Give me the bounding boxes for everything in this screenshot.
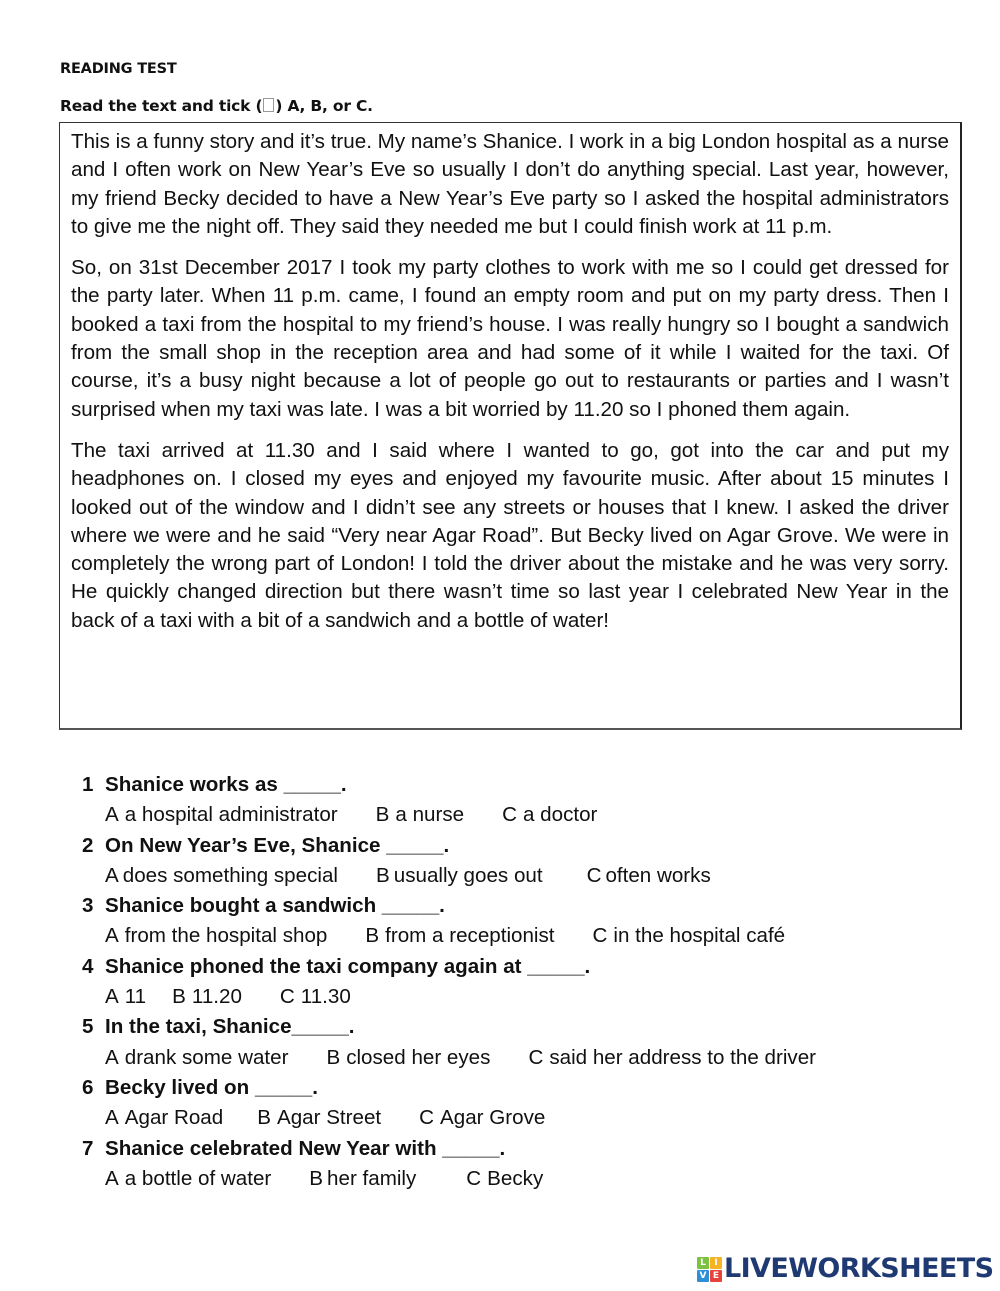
option-letter: A	[105, 1045, 119, 1069]
option-a[interactable]	[105, 800, 338, 830]
option-letter: A	[105, 803, 119, 827]
option-a[interactable]	[105, 982, 146, 1012]
question-stem	[82, 831, 854, 861]
option-b[interactable]	[309, 1164, 416, 1194]
question-5	[82, 1012, 854, 1073]
questions-list	[82, 770, 854, 1194]
question-number: 3	[82, 894, 94, 918]
option-c[interactable]	[587, 861, 711, 891]
question-number: 5	[82, 1015, 94, 1039]
question-text: Becky lived on _____.	[105, 1075, 318, 1099]
option-c[interactable]	[528, 1043, 816, 1073]
question-text: In the taxi, Shanice_____.	[105, 1015, 355, 1039]
option-text: Agar Street	[276, 1106, 382, 1130]
option-a[interactable]	[105, 921, 327, 951]
option-letter: B	[172, 985, 186, 1009]
option-text: from a receptionist	[385, 924, 555, 948]
question-options	[82, 861, 854, 891]
question-stem	[82, 1012, 854, 1042]
question-3	[82, 891, 854, 952]
page-title: READING TEST	[60, 61, 177, 77]
option-letter: C	[528, 1045, 544, 1069]
story-paragraph-2: So, on 31st December 2017 I took my party clothes to work with me so I could get dressed for the party later. When 11 p.m. came, I found an empty room and put on my party dress. Then I booked a taxi from the hospital to my friend’s house. I was really hungry so I bought a sandwich from the small shop in the reception area and had some of it while I waited for the taxi. Of course, it’s a busy night because a lot of people go out to restaurants or parties and I wasn’t surprised when my taxi was late. I was a bit worried by 11.20 so I phoned them again.	[71, 256, 949, 421]
option-b[interactable]	[326, 1043, 490, 1073]
tick-box-icon	[263, 98, 274, 112]
question-text: Shanice phoned the taxi company again at _____.	[105, 954, 591, 978]
question-number: 2	[82, 833, 94, 857]
option-text: drank some water	[124, 1045, 289, 1069]
option-b[interactable]	[172, 982, 242, 1012]
question-7	[82, 1134, 854, 1195]
question-2	[82, 831, 854, 892]
option-c[interactable]	[280, 982, 351, 1012]
logo-cell-l: L	[697, 1257, 709, 1269]
option-letter: B	[365, 924, 380, 948]
option-letter: C	[502, 803, 517, 827]
question-stem	[82, 1073, 854, 1103]
option-text: 11.20	[191, 985, 242, 1009]
question-options	[82, 982, 854, 1012]
question-number: 4	[82, 954, 94, 978]
logo-icon	[697, 1257, 722, 1282]
question-text: On New Year’s Eve, Shanice _____.	[105, 833, 450, 857]
option-c[interactable]	[593, 921, 786, 951]
option-letter: A	[105, 863, 119, 887]
option-c[interactable]	[502, 800, 597, 830]
option-b[interactable]	[257, 1103, 381, 1133]
question-stem	[82, 952, 854, 982]
option-letter: B	[375, 803, 390, 827]
option-letter: B	[257, 1106, 271, 1130]
question-1	[82, 770, 854, 831]
story-text-box	[59, 122, 962, 730]
question-options	[82, 921, 854, 951]
option-text: often works	[605, 863, 711, 887]
question-options	[82, 1164, 854, 1194]
option-text: a bottle of water	[124, 1166, 272, 1190]
question-text: Shanice bought a sandwich _____.	[105, 894, 445, 918]
instructions-text-end: ) A, B, or C.	[275, 97, 373, 115]
option-letter: C	[279, 985, 295, 1009]
option-b[interactable]	[365, 921, 554, 951]
option-letter: A	[105, 1106, 119, 1130]
question-options	[82, 1043, 854, 1073]
question-stem	[82, 1134, 854, 1164]
option-text: a hospital administrator	[124, 803, 338, 827]
option-text: 11	[124, 985, 147, 1009]
logo-cell-i: I	[710, 1257, 722, 1269]
instructions-text-start: Read the text and tick (	[60, 97, 263, 115]
option-text: her family	[327, 1166, 417, 1190]
logo-cell-v: V	[697, 1270, 709, 1282]
instructions	[60, 97, 373, 115]
option-a[interactable]	[105, 1103, 223, 1133]
question-stem	[82, 891, 854, 921]
option-letter: A	[105, 1166, 119, 1190]
option-text: in the hospital café	[613, 924, 786, 948]
option-a[interactable]	[105, 861, 338, 891]
option-letter: C	[466, 1166, 482, 1190]
question-options	[82, 1103, 854, 1133]
question-text: Shanice celebrated New Year with _____.	[105, 1136, 506, 1160]
question-text: Shanice works as _____.	[105, 773, 347, 796]
option-letter: C	[592, 924, 608, 948]
option-c[interactable]	[419, 1103, 545, 1133]
option-text: a doctor	[522, 803, 598, 827]
option-letter: A	[105, 985, 119, 1009]
option-text: closed her eyes	[346, 1045, 491, 1069]
question-number: 7	[82, 1136, 94, 1160]
option-a[interactable]	[105, 1164, 271, 1194]
option-letter: B	[326, 1045, 341, 1069]
question-6	[82, 1073, 854, 1134]
option-text: a nurse	[395, 803, 465, 827]
liveworksheets-logo	[697, 1255, 993, 1283]
story-paragraph-3: The taxi arrived at 11.30 and I said where I wanted to go, got into the car and put my headphones on. I closed my eyes and enjoyed my favourite music. After about 15 minutes I looked out of the window and I didn’t see any streets or houses that I knew. I asked the driver where we were and he said “Very near Agar Road”. But Becky lived on Agar Grove. We were in completely the wrong part of London! I told the driver about the mistake and he was very sorry. He quickly changed direction but there wasn’t time so last year I celebrated New Year in the back of a taxi with a bit of a sandwich and a bottle of water!	[71, 438, 949, 632]
option-text: usually goes out	[393, 863, 543, 887]
option-letter: A	[105, 924, 119, 948]
option-a[interactable]	[105, 1043, 288, 1073]
question-options	[82, 800, 854, 830]
option-text: Becky	[487, 1166, 544, 1190]
option-c[interactable]	[466, 1164, 543, 1194]
option-b[interactable]	[376, 800, 464, 830]
option-text: said her address to the driver	[549, 1045, 817, 1069]
question-stem	[82, 770, 854, 800]
option-letter: C	[419, 1106, 435, 1130]
question-number: 6	[82, 1075, 94, 1099]
story-paragraph-1: This is a funny story and it’s true. My name’s Shanice. I work in a big London hospital as a nurse and I often work on New Year’s Eve so usually I don’t do anything special. Last year, however, my friend Becky decided to have a New Year’s Eve party so I asked the hospital administrators to give me the night off. They said they needed me but I could finish work at 11 p.m.	[71, 130, 949, 238]
option-letter: B	[309, 1166, 324, 1190]
option-letter: C	[586, 863, 602, 887]
option-text: Agar Road	[124, 1106, 224, 1130]
logo-text: LIVEWORKSHEETS	[724, 1253, 994, 1284]
question-number: 1	[82, 773, 94, 796]
option-letter: B	[375, 863, 390, 887]
option-text: 11.30	[300, 985, 351, 1009]
option-b[interactable]	[376, 861, 543, 891]
option-text: does something special	[122, 863, 338, 887]
option-text: Agar Grove	[440, 1106, 546, 1130]
question-4	[82, 952, 854, 1013]
logo-cell-e: E	[710, 1270, 722, 1282]
option-text: from the hospital shop	[124, 924, 328, 948]
